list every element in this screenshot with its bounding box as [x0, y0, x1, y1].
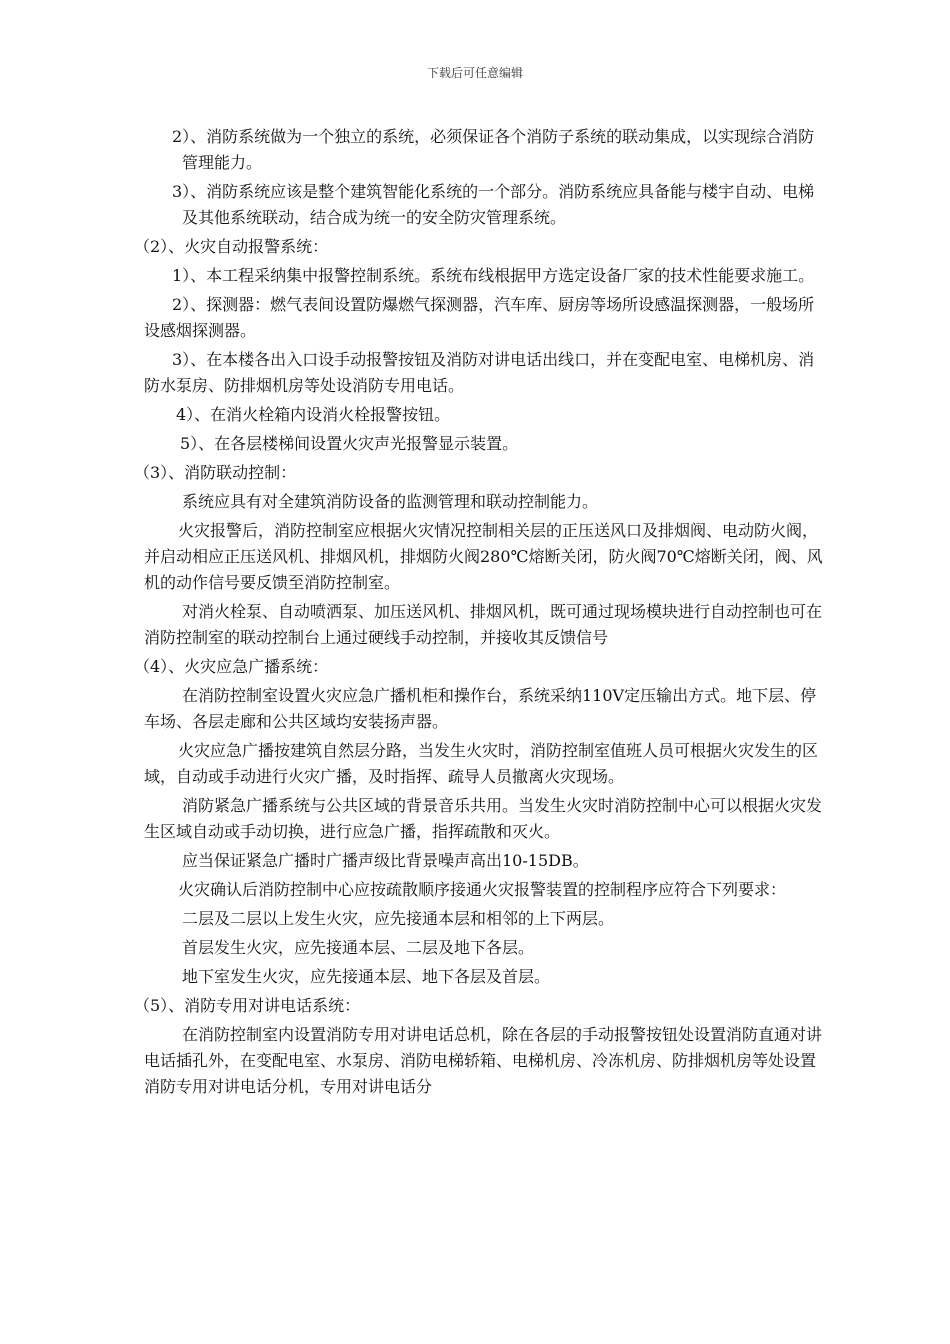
section-heading: （5）、消防专用对讲电话系统： [134, 996, 361, 1015]
section-heading: （3）、消防联动控制： [134, 463, 297, 482]
section-heading: （2）、火灾自动报警系统： [134, 237, 329, 256]
paragraph: 二层及二层以上发生火灾，应先接通本层和相邻的上下两层。 [182, 909, 615, 928]
list-item: 3）、在本楼各出入口设手动报警按钮及消防对讲电话出线口，并在变配电室、电梯机房、消防水泵房、防排烟机房等处设消防专用电话。 [144, 350, 815, 395]
paragraph: 系统应具有对全建筑消防设备的监测管理和联动控制能力。 [182, 492, 599, 511]
paragraph: 首层发生火灾，应先接通本层、二层及地下各层。 [182, 938, 535, 957]
list-item: 2）、消防系统做为一个独立的系统，必须保证各个消防子系统的联动集成，以实现综合消防管理能力。 [172, 127, 815, 172]
page-header: 下载后可任意编辑 [426, 66, 523, 80]
paragraph: 在消防控制室内设置消防专用对讲电话总机，除在各层的手动报警按钮处设置消防直通对讲电话插孔外，在变配电室、水泵房、消防电梯轿箱、电梯机房、冷冻机房、防排烟机房等处设置消防专用对讲电话分机，专用对讲电话分 [144, 1025, 823, 1096]
paragraph: 地下室发生火灾，应先接通本层、地下各层及首层。 [182, 967, 551, 986]
paragraph: 火灾确认后消防控制中心应按疏散顺序接通火灾报警装置的控制程序应符合下列要求： [178, 880, 787, 899]
paragraph: 应当保证紧急广播时广播声级比背景噪声高出10-15DB。 [182, 851, 589, 870]
paragraph: 火灾报警后，消防控制室应根据火灾情况控制相关层的正压送风口及排烟阀、电动防火阀，并启动相应正压送风机、排烟风机，排烟防火阀280℃熔断关闭，防火阀70℃熔断关闭，阀、风机的动作信号要反馈至消防控制室。 [144, 521, 823, 592]
list-item: 4）、在消火栓箱内设消火栓报警按钮。 [176, 405, 451, 424]
paragraph: 消防紧急广播系统与公共区域的背景音乐共用。当发生火灾时消防控制中心可以根据火灾发生区域自动或手动切换，进行应急广播，指挥疏散和灭火。 [144, 796, 823, 841]
list-item: 5）、在各层楼梯间设置火灾声光报警显示装置。 [180, 434, 519, 453]
paragraph: 火灾应急广播按建筑自然层分路，当发生火灾时，消防控制室值班人员可根据火灾发生的区域，自动或手动进行火灾广播，及时指挥、疏导人员撤离火灾现场。 [144, 741, 819, 786]
section-heading: （4）、火灾应急广播系统： [134, 657, 329, 676]
paragraph: 在消防控制室设置火灾应急广播机柜和操作台，系统采纳110V定压输出方式。地下层、停车场、各层走廊和公共区域均安装扬声器。 [144, 686, 817, 731]
list-item: 2）、探测器：燃气表间设置防爆燃气探测器，汽车库、厨房等场所设感温探测器，一般场所设感烟探测器。 [144, 295, 815, 340]
list-item: 3）、消防系统应该是整个建筑智能化系统的一个部分。消防系统应具备能与楼宇自动、电梯及其他系统联动，结合成为统一的安全防灾管理系统。 [172, 182, 815, 227]
document-body [134, 124, 824, 1103]
list-item: 1）、本工程采纳集中报警控制系统。系统布线根据甲方选定设备厂家的技术性能要求施工。 [172, 266, 815, 285]
paragraph: 对消火栓泵、自动喷洒泵、加压送风机、排烟风机，既可通过现场模块进行自动控制也可在消防控制室的联动控制台上通过硬线手动控制，并接收其反馈信号 [144, 602, 823, 647]
